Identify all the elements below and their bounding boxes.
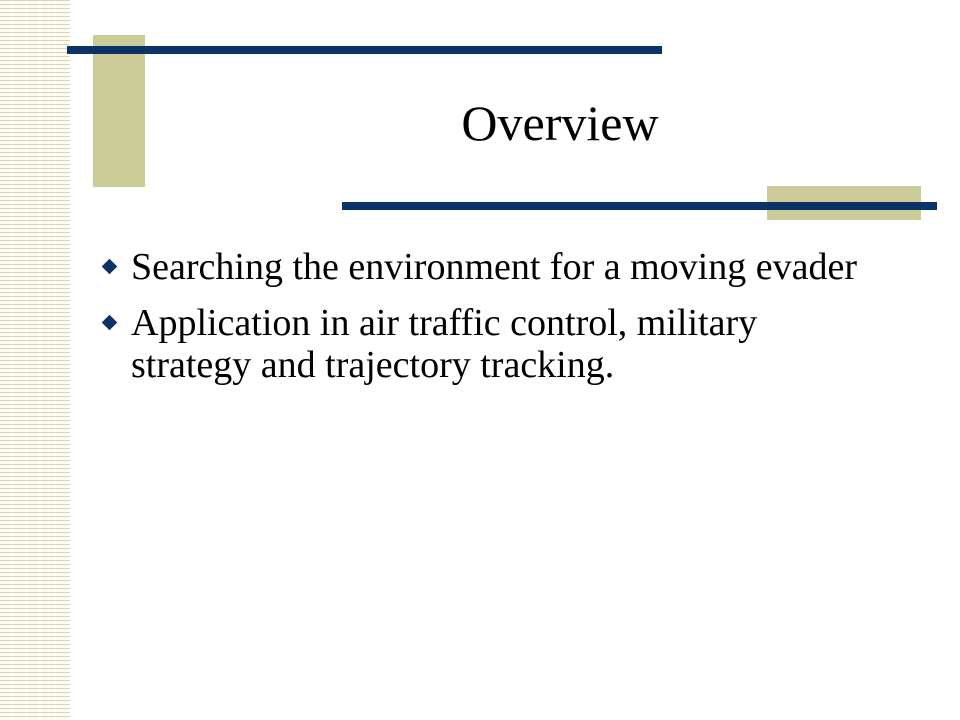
slide-title: Overview	[461, 95, 659, 151]
decorative-stripe-pattern	[0, 0, 70, 720]
diamond-bullet-icon	[102, 259, 118, 275]
decorative-navy-rule-top	[67, 46, 662, 54]
bullet-text: Searching the environment for a moving evader	[131, 246, 857, 288]
decorative-navy-rule-bottom	[342, 202, 937, 210]
bullet-list	[100, 246, 860, 400]
decorative-khaki-block-top	[93, 35, 145, 187]
bullet-item	[100, 246, 860, 288]
bullet-item	[100, 302, 860, 386]
bullet-text: Application in air traffic control, military strategy and trajectory tracking.	[131, 302, 758, 386]
diamond-bullet-icon	[102, 315, 118, 331]
